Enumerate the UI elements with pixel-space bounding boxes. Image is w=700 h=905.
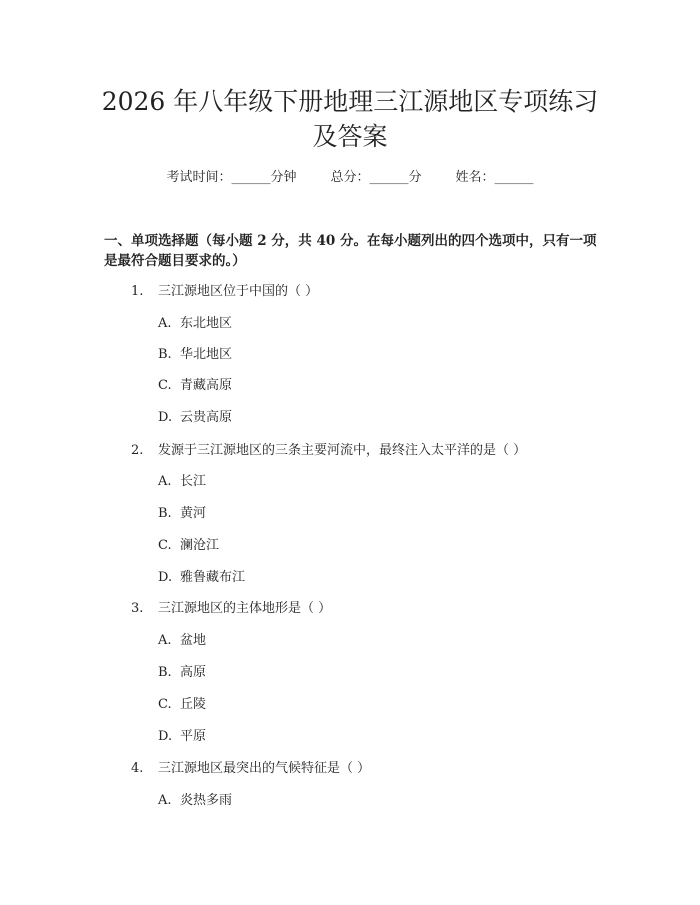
option-letter: D. <box>158 570 173 585</box>
question-number: 1. <box>131 284 144 299</box>
option-letter: C. <box>158 378 172 393</box>
option-letter: C. <box>158 697 172 712</box>
question-item <box>131 283 318 301</box>
option-text: 澜沧江 <box>180 538 220 553</box>
option-item <box>158 792 232 810</box>
option-letter: C. <box>158 538 172 553</box>
question-text: 三江源地区最突出的气候特征是（ ） <box>158 761 371 776</box>
option-letter: B. <box>158 665 172 680</box>
option-item <box>158 664 206 682</box>
section-heading-line-2: 是最符合题目要求的。） <box>104 253 246 269</box>
question-number: 4. <box>131 761 144 776</box>
question-item <box>131 600 331 618</box>
document-title-line-2: 及答案 <box>312 122 388 151</box>
option-text: 炎热多雨 <box>180 793 233 808</box>
total-score-label: 总分：______分 <box>330 170 422 185</box>
question-item <box>131 442 526 460</box>
option-text: 东北地区 <box>180 316 233 331</box>
option-item <box>158 696 206 714</box>
document-title-line-1: 2026 年八年级下册地理三江源地区专项练习 <box>101 87 599 116</box>
option-item <box>158 632 206 650</box>
option-letter: D. <box>158 729 173 744</box>
exam-info <box>0 169 700 187</box>
option-text: 黄河 <box>180 506 207 521</box>
option-item <box>158 505 206 523</box>
option-letter: B. <box>158 347 172 362</box>
option-letter: A. <box>158 316 172 331</box>
option-item <box>158 569 245 587</box>
option-item <box>158 537 219 555</box>
section-heading-line-1: 一、单项选择题（每小题 2 分，共 40 分。在每小题列出的四个选项中，只有一项 <box>104 233 597 249</box>
option-letter: A. <box>158 633 172 648</box>
option-text: 丘陵 <box>180 697 207 712</box>
option-letter: A. <box>158 474 172 489</box>
question-number: 2. <box>131 443 144 458</box>
option-item <box>158 346 232 364</box>
question-text: 发源于三江源地区的三条主要河流中，最终注入太平洋的是（ ） <box>158 443 527 458</box>
option-text: 青藏高原 <box>180 378 233 393</box>
option-text: 华北地区 <box>180 347 233 362</box>
option-item <box>158 473 206 491</box>
option-text: 雅鲁藏布江 <box>180 570 246 585</box>
question-text: 三江源地区位于中国的（ ） <box>158 284 319 299</box>
option-text: 长江 <box>180 474 207 489</box>
option-letter: B. <box>158 506 172 521</box>
option-item <box>158 377 232 395</box>
option-letter: D. <box>158 410 173 425</box>
option-text: 高原 <box>180 665 207 680</box>
option-text: 平原 <box>180 729 207 744</box>
option-item <box>158 409 232 427</box>
option-text: 盆地 <box>180 633 207 648</box>
option-item <box>158 728 206 746</box>
question-number: 3. <box>131 601 144 616</box>
question-item <box>131 760 370 778</box>
option-text: 云贵高原 <box>180 410 233 425</box>
option-item <box>158 315 232 333</box>
student-name-label: 姓名：______ <box>455 170 534 185</box>
exam-time-label: 考试时间：______分钟 <box>166 170 297 185</box>
question-text: 三江源地区的主体地形是（ ） <box>158 601 332 616</box>
option-letter: A. <box>158 793 172 808</box>
